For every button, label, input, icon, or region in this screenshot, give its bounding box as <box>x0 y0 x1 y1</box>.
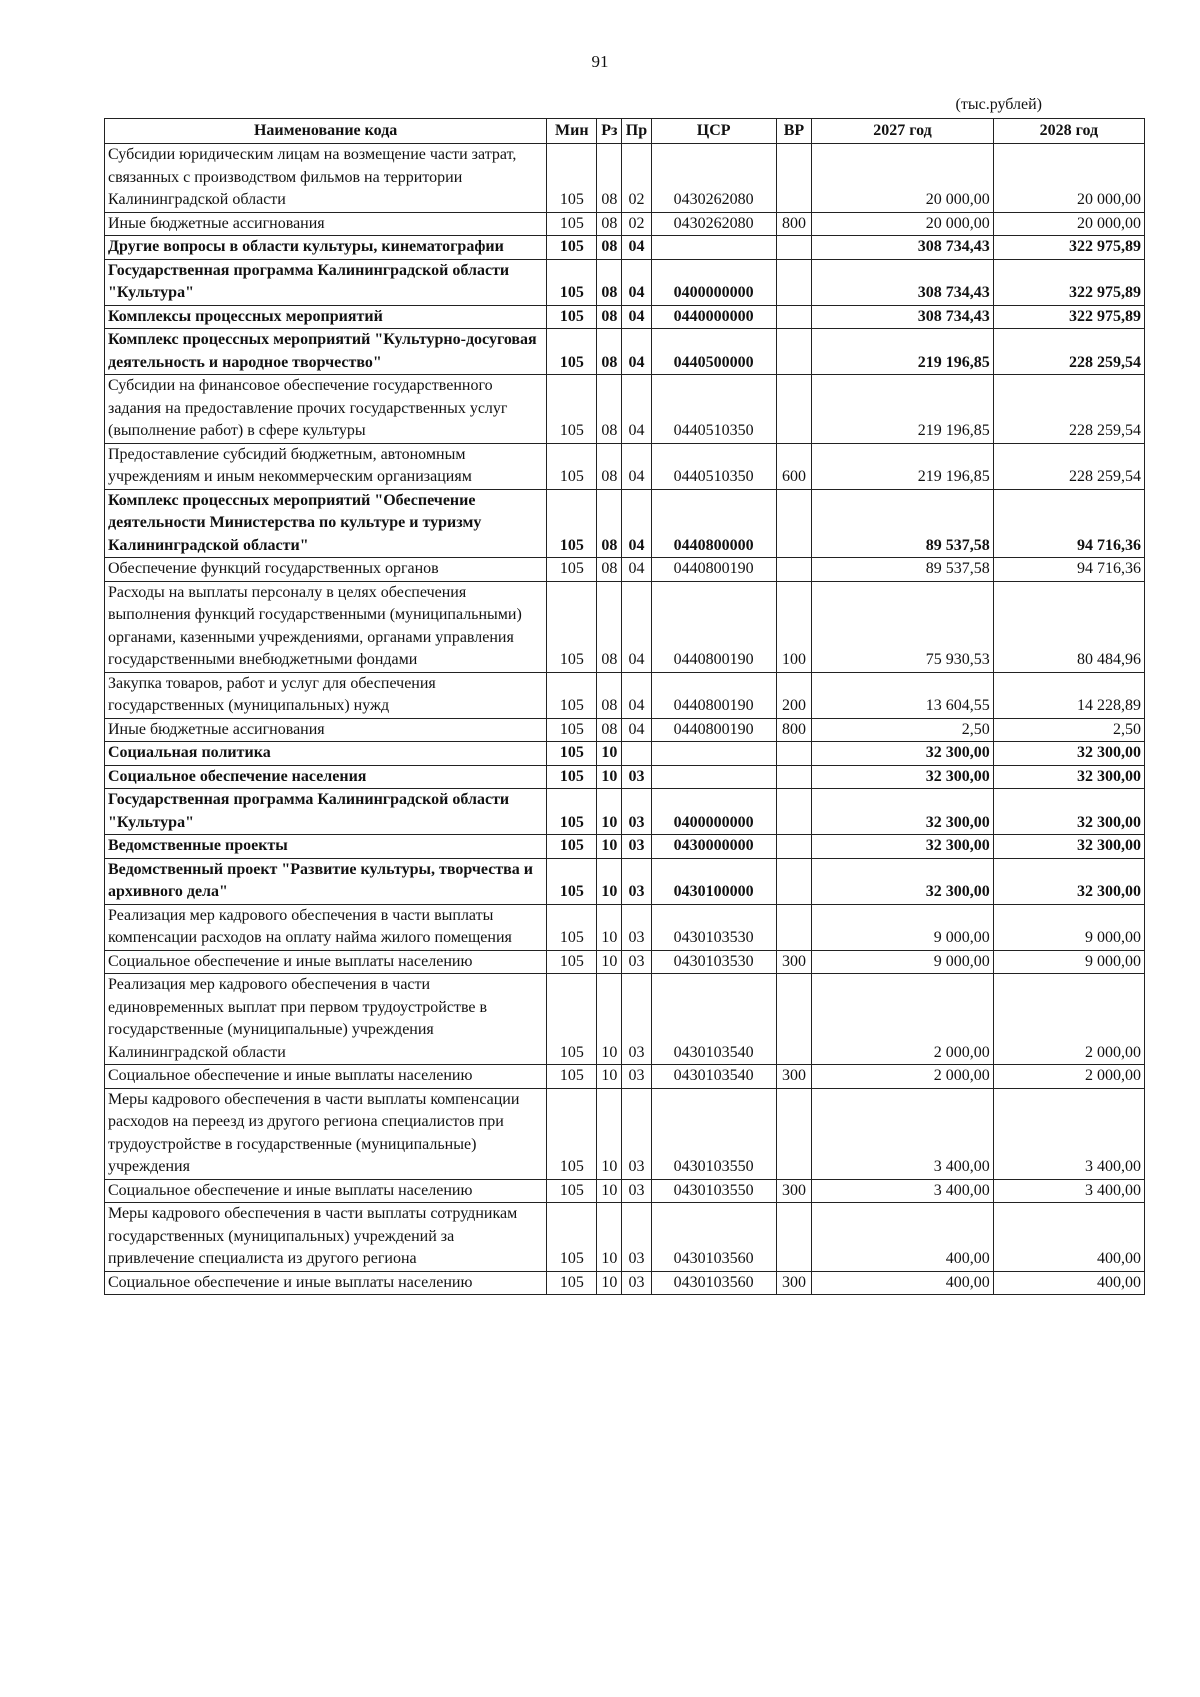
cell-csr: 0430100000 <box>651 858 776 904</box>
cell-name: Социальная политика <box>105 742 547 766</box>
cell-csr: 0430103540 <box>651 1065 776 1089</box>
cell-vr: 200 <box>776 672 811 718</box>
cell-2028: 32 300,00 <box>993 789 1144 835</box>
table-row <box>105 1271 1145 1295</box>
cell-min: 105 <box>547 718 597 742</box>
table-row <box>105 443 1145 489</box>
cell-2027: 2,50 <box>812 718 994 742</box>
table-row <box>105 1179 1145 1203</box>
cell-rz: 08 <box>597 144 622 213</box>
cell-min: 105 <box>547 212 597 236</box>
cell-2027: 219 196,85 <box>812 443 994 489</box>
cell-vr <box>776 765 811 789</box>
cell-min: 105 <box>547 765 597 789</box>
cell-2028: 94 716,36 <box>993 489 1144 558</box>
cell-vr: 300 <box>776 1179 811 1203</box>
cell-rz: 08 <box>597 672 622 718</box>
cell-2028: 32 300,00 <box>993 765 1144 789</box>
cell-min: 105 <box>547 1065 597 1089</box>
cell-rz: 10 <box>597 1065 622 1089</box>
cell-vr <box>776 329 811 375</box>
cell-2027: 20 000,00 <box>812 144 994 213</box>
cell-pr: 03 <box>622 1179 651 1203</box>
table-row <box>105 904 1145 950</box>
cell-rz: 10 <box>597 1088 622 1179</box>
cell-min: 105 <box>547 375 597 444</box>
cell-csr <box>651 765 776 789</box>
header-2028: 2028 год <box>993 119 1144 144</box>
header-min: Мин <box>547 119 597 144</box>
cell-csr: 0440800000 <box>651 489 776 558</box>
cell-csr: 0440800190 <box>651 718 776 742</box>
cell-csr: 0440510350 <box>651 443 776 489</box>
cell-pr: 04 <box>622 375 651 444</box>
cell-rz: 08 <box>597 259 622 305</box>
cell-2028: 32 300,00 <box>993 835 1144 859</box>
cell-vr: 300 <box>776 1065 811 1089</box>
cell-2028: 20 000,00 <box>993 144 1144 213</box>
cell-rz: 08 <box>597 718 622 742</box>
cell-vr <box>776 236 811 260</box>
cell-csr: 0440800190 <box>651 672 776 718</box>
cell-rz: 10 <box>597 742 622 766</box>
table-row <box>105 144 1145 213</box>
cell-rz: 08 <box>597 375 622 444</box>
cell-pr: 03 <box>622 1088 651 1179</box>
cell-min: 105 <box>547 581 597 672</box>
cell-csr: 0400000000 <box>651 789 776 835</box>
cell-rz: 08 <box>597 305 622 329</box>
cell-min: 105 <box>547 789 597 835</box>
cell-csr: 0430103560 <box>651 1203 776 1272</box>
cell-name: Иные бюджетные ассигнования <box>105 718 547 742</box>
table-row <box>105 672 1145 718</box>
table-row <box>105 581 1145 672</box>
cell-min: 105 <box>547 144 597 213</box>
cell-rz: 10 <box>597 1179 622 1203</box>
cell-name: Государственная программа Калининградской области "Культура" <box>105 259 547 305</box>
cell-2027: 2 000,00 <box>812 974 994 1065</box>
cell-csr: 0430262080 <box>651 212 776 236</box>
cell-rz: 08 <box>597 236 622 260</box>
cell-pr: 02 <box>622 212 651 236</box>
cell-pr: 03 <box>622 858 651 904</box>
cell-2028: 228 259,54 <box>993 443 1144 489</box>
cell-csr: 0440000000 <box>651 305 776 329</box>
cell-vr <box>776 789 811 835</box>
cell-2028: 2 000,00 <box>993 1065 1144 1089</box>
header-csr: ЦСР <box>651 119 776 144</box>
cell-2027: 9 000,00 <box>812 904 994 950</box>
table-header-row <box>105 119 1145 144</box>
cell-pr: 03 <box>622 1203 651 1272</box>
cell-csr: 0440800190 <box>651 581 776 672</box>
table-row <box>105 1203 1145 1272</box>
cell-2027: 20 000,00 <box>812 212 994 236</box>
cell-2028: 322 975,89 <box>993 305 1144 329</box>
cell-2027: 32 300,00 <box>812 858 994 904</box>
cell-pr <box>622 742 651 766</box>
cell-name: Субсидии на финансовое обеспечение государственного задания на предоставление прочих государственных услуг (выполнение работ) в сфере культуры <box>105 375 547 444</box>
cell-pr: 04 <box>622 305 651 329</box>
cell-min: 105 <box>547 1179 597 1203</box>
cell-2028: 228 259,54 <box>993 329 1144 375</box>
cell-vr <box>776 742 811 766</box>
cell-rz: 10 <box>597 835 622 859</box>
cell-2027: 13 604,55 <box>812 672 994 718</box>
cell-vr: 600 <box>776 443 811 489</box>
cell-name: Социальное обеспечение и иные выплаты населению <box>105 1065 547 1089</box>
cell-pr: 04 <box>622 581 651 672</box>
cell-2027: 400,00 <box>812 1203 994 1272</box>
cell-2027: 89 537,58 <box>812 558 994 582</box>
cell-min: 105 <box>547 443 597 489</box>
cell-pr: 02 <box>622 144 651 213</box>
cell-vr <box>776 1203 811 1272</box>
cell-vr: 800 <box>776 718 811 742</box>
cell-name: Государственная программа Калининградской области "Культура" <box>105 789 547 835</box>
cell-2027: 400,00 <box>812 1271 994 1295</box>
cell-2027: 308 734,43 <box>812 236 994 260</box>
cell-min: 105 <box>547 259 597 305</box>
cell-min: 105 <box>547 672 597 718</box>
cell-name: Реализация мер кадрового обеспечения в части единовременных выплат при первом трудоустройстве в государственные (муниципальные) учреждения Калининградской области <box>105 974 547 1065</box>
cell-min: 105 <box>547 742 597 766</box>
header-2027: 2027 год <box>812 119 994 144</box>
cell-pr: 03 <box>622 904 651 950</box>
cell-csr: 0430103550 <box>651 1179 776 1203</box>
cell-min: 105 <box>547 858 597 904</box>
table-row <box>105 858 1145 904</box>
cell-rz: 08 <box>597 443 622 489</box>
cell-pr: 03 <box>622 789 651 835</box>
header-rz: Рз <box>597 119 622 144</box>
cell-rz: 10 <box>597 858 622 904</box>
cell-2028: 3 400,00 <box>993 1088 1144 1179</box>
table-row <box>105 489 1145 558</box>
cell-2027: 9 000,00 <box>812 950 994 974</box>
budget-table <box>104 118 1145 1295</box>
cell-pr: 03 <box>622 950 651 974</box>
cell-2027: 3 400,00 <box>812 1179 994 1203</box>
cell-vr <box>776 558 811 582</box>
cell-name: Ведомственный проект "Развитие культуры, творчества и архивного дела" <box>105 858 547 904</box>
cell-csr: 0430103560 <box>651 1271 776 1295</box>
cell-min: 105 <box>547 329 597 375</box>
cell-pr: 03 <box>622 765 651 789</box>
cell-vr: 800 <box>776 212 811 236</box>
table-body <box>105 144 1145 1295</box>
cell-min: 105 <box>547 1088 597 1179</box>
cell-min: 105 <box>547 1271 597 1295</box>
table-row <box>105 259 1145 305</box>
cell-2028: 400,00 <box>993 1203 1144 1272</box>
cell-2027: 32 300,00 <box>812 765 994 789</box>
cell-rz: 08 <box>597 558 622 582</box>
cell-pr: 03 <box>622 835 651 859</box>
cell-pr: 04 <box>622 259 651 305</box>
cell-2028: 80 484,96 <box>993 581 1144 672</box>
cell-pr: 04 <box>622 236 651 260</box>
table-row <box>105 236 1145 260</box>
cell-name: Предоставление субсидий бюджетным, автономным учреждениям и иным некоммерческим организациям <box>105 443 547 489</box>
cell-vr <box>776 375 811 444</box>
cell-2028: 322 975,89 <box>993 259 1144 305</box>
cell-pr: 04 <box>622 489 651 558</box>
cell-pr: 04 <box>622 329 651 375</box>
cell-name: Социальное обеспечение и иные выплаты населению <box>105 1179 547 1203</box>
units-label: (тыс.рублей) <box>955 96 1042 113</box>
cell-csr: 0430000000 <box>651 835 776 859</box>
cell-csr: 0430262080 <box>651 144 776 213</box>
cell-2028: 9 000,00 <box>993 904 1144 950</box>
cell-2028: 9 000,00 <box>993 950 1144 974</box>
cell-min: 105 <box>547 904 597 950</box>
cell-2028: 3 400,00 <box>993 1179 1144 1203</box>
table-row <box>105 789 1145 835</box>
cell-2028: 2,50 <box>993 718 1144 742</box>
cell-name: Комплексы процессных мероприятий <box>105 305 547 329</box>
cell-min: 105 <box>547 835 597 859</box>
cell-rz: 10 <box>597 904 622 950</box>
cell-csr: 0430103530 <box>651 950 776 974</box>
cell-rz: 10 <box>597 974 622 1065</box>
cell-2027: 3 400,00 <box>812 1088 994 1179</box>
cell-2027: 89 537,58 <box>812 489 994 558</box>
table-row <box>105 742 1145 766</box>
cell-2027: 32 300,00 <box>812 789 994 835</box>
cell-csr <box>651 742 776 766</box>
cell-csr: 0430103550 <box>651 1088 776 1179</box>
cell-name: Меры кадрового обеспечения в части выплаты компенсации расходов на переезд из другого региона специалистов при трудоустройстве в государственные (муниципальные) учреждения <box>105 1088 547 1179</box>
cell-name: Ведомственные проекты <box>105 835 547 859</box>
cell-rz: 10 <box>597 789 622 835</box>
cell-name: Расходы на выплаты персоналу в целях обеспечения выполнения функций государственными (муниципальными) органами, казенными учреждениями, органами управления государственными внебюджетными фондами <box>105 581 547 672</box>
cell-name: Другие вопросы в области культуры, кинематографии <box>105 236 547 260</box>
cell-pr: 04 <box>622 672 651 718</box>
table-row <box>105 305 1145 329</box>
cell-min: 105 <box>547 974 597 1065</box>
cell-2027: 32 300,00 <box>812 742 994 766</box>
cell-rz: 08 <box>597 581 622 672</box>
cell-pr: 04 <box>622 718 651 742</box>
cell-csr: 0440800190 <box>651 558 776 582</box>
cell-name: Иные бюджетные ассигнования <box>105 212 547 236</box>
cell-rz: 08 <box>597 212 622 236</box>
cell-name: Социальное обеспечение населения <box>105 765 547 789</box>
cell-rz: 10 <box>597 1271 622 1295</box>
table-row <box>105 329 1145 375</box>
table-row <box>105 765 1145 789</box>
cell-name: Закупка товаров, работ и услуг для обеспечения государственных (муниципальных) нужд <box>105 672 547 718</box>
cell-vr <box>776 835 811 859</box>
cell-csr: 0440500000 <box>651 329 776 375</box>
cell-min: 105 <box>547 236 597 260</box>
cell-csr: 0430103540 <box>651 974 776 1065</box>
header-vr: ВР <box>776 119 811 144</box>
cell-pr: 03 <box>622 1271 651 1295</box>
cell-name: Субсидии юридическим лицам на возмещение части затрат, связанных с производством фильмов на территории Калининградской области <box>105 144 547 213</box>
table-row <box>105 950 1145 974</box>
cell-vr: 300 <box>776 1271 811 1295</box>
cell-2028: 14 228,89 <box>993 672 1144 718</box>
table-row <box>105 1065 1145 1089</box>
cell-name: Обеспечение функций государственных органов <box>105 558 547 582</box>
cell-vr: 300 <box>776 950 811 974</box>
table-row <box>105 375 1145 444</box>
cell-2027: 308 734,43 <box>812 259 994 305</box>
table-row <box>105 974 1145 1065</box>
cell-name: Социальное обеспечение и иные выплаты населению <box>105 1271 547 1295</box>
table-row <box>105 718 1145 742</box>
cell-2027: 219 196,85 <box>812 329 994 375</box>
cell-2027: 32 300,00 <box>812 835 994 859</box>
cell-vr <box>776 974 811 1065</box>
cell-name: Социальное обеспечение и иные выплаты населению <box>105 950 547 974</box>
cell-2027: 2 000,00 <box>812 1065 994 1089</box>
cell-csr: 0400000000 <box>651 259 776 305</box>
cell-rz: 10 <box>597 1203 622 1272</box>
cell-min: 105 <box>547 950 597 974</box>
cell-2028: 32 300,00 <box>993 858 1144 904</box>
cell-2028: 20 000,00 <box>993 212 1144 236</box>
cell-2027: 219 196,85 <box>812 375 994 444</box>
cell-csr <box>651 236 776 260</box>
cell-vr <box>776 305 811 329</box>
cell-vr <box>776 489 811 558</box>
cell-csr: 0440510350 <box>651 375 776 444</box>
table-row <box>105 212 1145 236</box>
cell-pr: 04 <box>622 443 651 489</box>
cell-2028: 94 716,36 <box>993 558 1144 582</box>
cell-rz: 10 <box>597 950 622 974</box>
cell-2028: 228 259,54 <box>993 375 1144 444</box>
table-row <box>105 835 1145 859</box>
cell-min: 105 <box>547 558 597 582</box>
page-number: 91 <box>591 52 609 71</box>
cell-2027: 308 734,43 <box>812 305 994 329</box>
cell-2028: 2 000,00 <box>993 974 1144 1065</box>
cell-pr: 03 <box>622 974 651 1065</box>
cell-name: Комплекс процессных мероприятий "Обеспечение деятельности Министерства по культуре и туризму Калининградской области" <box>105 489 547 558</box>
cell-2028: 32 300,00 <box>993 742 1144 766</box>
cell-2028: 400,00 <box>993 1271 1144 1295</box>
cell-csr: 0430103530 <box>651 904 776 950</box>
cell-name: Комплекс процессных мероприятий "Культурно-досуговая деятельность и народное творчество" <box>105 329 547 375</box>
cell-min: 105 <box>547 305 597 329</box>
cell-2027: 75 930,53 <box>812 581 994 672</box>
table-row <box>105 1088 1145 1179</box>
cell-2028: 322 975,89 <box>993 236 1144 260</box>
cell-vr <box>776 904 811 950</box>
cell-vr <box>776 1088 811 1179</box>
cell-vr: 100 <box>776 581 811 672</box>
cell-vr <box>776 858 811 904</box>
header-pr: Пр <box>622 119 651 144</box>
cell-pr: 04 <box>622 558 651 582</box>
cell-name: Реализация мер кадрового обеспечения в части выплаты компенсации расходов на оплату найма жилого помещения <box>105 904 547 950</box>
cell-pr: 03 <box>622 1065 651 1089</box>
cell-vr <box>776 259 811 305</box>
cell-min: 105 <box>547 1203 597 1272</box>
cell-vr <box>776 144 811 213</box>
cell-rz: 08 <box>597 329 622 375</box>
cell-name: Меры кадрового обеспечения в части выплаты сотрудникам государственных (муниципальных) учреждений за привлечение специалиста из другого региона <box>105 1203 547 1272</box>
header-name: Наименование кода <box>105 119 547 144</box>
cell-rz: 10 <box>597 765 622 789</box>
cell-rz: 08 <box>597 489 622 558</box>
table-row <box>105 558 1145 582</box>
cell-min: 105 <box>547 489 597 558</box>
